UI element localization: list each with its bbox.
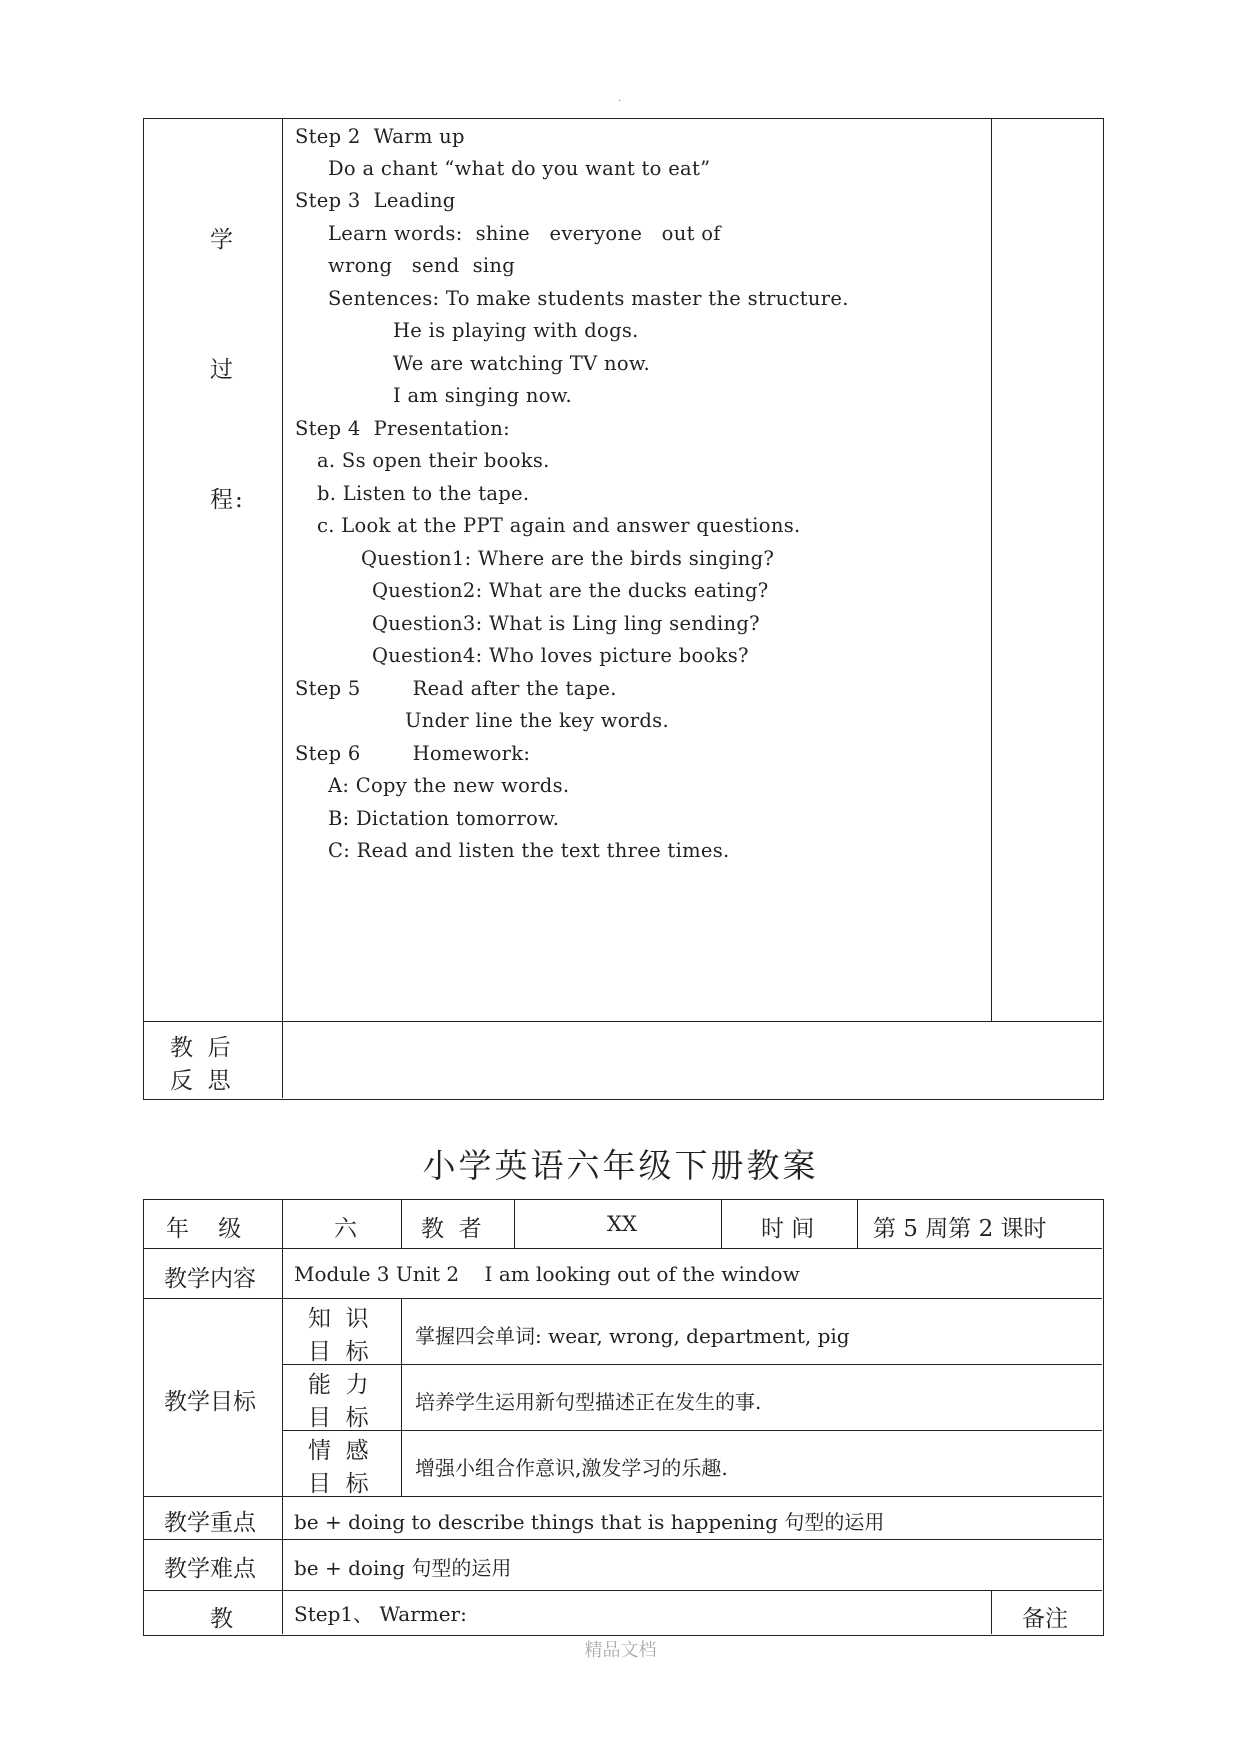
goal3-label-1: 情 感 bbox=[308, 1438, 369, 1464]
grade-value: 六 bbox=[334, 1216, 357, 1242]
divider bbox=[857, 1200, 858, 1248]
step-line: a. Ss open their books. bbox=[317, 449, 550, 472]
process-label: 教 bbox=[210, 1606, 233, 1632]
divider bbox=[144, 1021, 1102, 1022]
process-label-2: 过 bbox=[210, 357, 235, 383]
step-line: Step 6 Homework: bbox=[295, 742, 531, 765]
step-line: C: Read and listen the text three times. bbox=[328, 839, 730, 862]
divider bbox=[401, 1298, 402, 1496]
teacher-value: XX bbox=[607, 1212, 637, 1236]
goal1-value: 掌握四会单词: wear, wrong, department, pig bbox=[415, 1324, 850, 1348]
difficult-label: 教学难点 bbox=[164, 1556, 256, 1582]
footer-watermark: 精品文档 bbox=[584, 1640, 657, 1661]
content-label: 教学内容 bbox=[164, 1266, 256, 1292]
difficult-value: be + doing 句型的运用 bbox=[294, 1556, 512, 1580]
divider bbox=[144, 1539, 1102, 1540]
key-label: 教学重点 bbox=[164, 1510, 256, 1536]
time-value: 第 5 周第 2 课时 bbox=[873, 1216, 1047, 1242]
step-line: Do a chant “what do you want to eat” bbox=[328, 157, 711, 180]
goal2-value: 培养学生运用新句型描述正在发生的事. bbox=[415, 1390, 762, 1414]
step-line: wrong send sing bbox=[328, 254, 516, 277]
step-line: Question3: What is Ling ling sending? bbox=[372, 612, 760, 635]
step-line: Question4: Who loves picture books? bbox=[372, 644, 749, 667]
grade-label: 年 级 bbox=[166, 1216, 242, 1242]
step-line: A: Copy the new words. bbox=[328, 774, 570, 797]
step-line: Question1: Where are the birds singing? bbox=[361, 547, 775, 570]
step-line: b. Listen to the tape. bbox=[317, 482, 530, 505]
divider bbox=[282, 119, 283, 1098]
divider bbox=[514, 1200, 515, 1248]
step-line: We are watching TV now. bbox=[393, 352, 651, 375]
page-title: 小学英语六年级下册教案 bbox=[422, 1146, 819, 1185]
step-line: Step 4 Presentation: bbox=[295, 417, 511, 440]
goals-label: 教学目标 bbox=[164, 1389, 256, 1415]
divider bbox=[282, 1200, 283, 1634]
process-label-1: 学 bbox=[210, 227, 235, 253]
step-line: Learn words: shine everyone out of bbox=[328, 222, 721, 245]
goal2-label-1: 能 力 bbox=[308, 1372, 369, 1398]
notes-label: 备注 bbox=[1022, 1606, 1068, 1632]
goal2-label-2: 目 标 bbox=[308, 1405, 369, 1431]
teacher-label: 教 者 bbox=[421, 1216, 482, 1242]
step-line: He is playing with dogs. bbox=[393, 319, 639, 342]
goal1-label-1: 知 识 bbox=[308, 1306, 369, 1332]
divider bbox=[282, 1430, 1102, 1431]
step-line: Under line the key words. bbox=[405, 709, 669, 732]
reflection-label-2: 反 思 bbox=[170, 1068, 231, 1094]
divider bbox=[991, 119, 992, 1021]
divider bbox=[401, 1200, 402, 1248]
divider bbox=[144, 1496, 1102, 1497]
divider bbox=[144, 1248, 1102, 1249]
lesson-plan-table bbox=[143, 1199, 1104, 1636]
step-line: c. Look at the PPT again and answer questions. bbox=[317, 514, 801, 537]
top-dot: · bbox=[618, 96, 622, 107]
divider bbox=[721, 1200, 722, 1248]
divider bbox=[282, 1364, 1102, 1365]
step-line: Step 3 Leading bbox=[295, 189, 456, 212]
step-line: Step 5 Read after the tape. bbox=[295, 677, 617, 700]
step-line: Sentences: To make students master the structure. bbox=[328, 287, 849, 310]
goal3-label-2: 目 标 bbox=[308, 1471, 369, 1497]
process-table bbox=[143, 118, 1104, 1100]
divider bbox=[991, 1590, 992, 1634]
key-value: be + doing to describe things that is happening 句型的运用 bbox=[294, 1510, 885, 1534]
process-value: Step1、 Warmer: bbox=[294, 1602, 467, 1626]
process-label-3: 程: bbox=[210, 487, 245, 513]
time-label: 时 间 bbox=[761, 1216, 815, 1242]
reflection-label-1: 教 后 bbox=[170, 1035, 231, 1061]
step-line: Step 2 Warm up bbox=[295, 125, 465, 148]
divider bbox=[144, 1298, 1102, 1299]
step-line: B: Dictation tomorrow. bbox=[328, 807, 560, 830]
goal1-label-2: 目 标 bbox=[308, 1339, 369, 1365]
step-line: Question2: What are the ducks eating? bbox=[372, 579, 769, 602]
divider bbox=[144, 1590, 1102, 1591]
goal3-value: 增强小组合作意识,激发学习的乐趣. bbox=[415, 1456, 728, 1480]
step-line: I am singing now. bbox=[393, 384, 572, 407]
content-value: Module 3 Unit 2 I am looking out of the window bbox=[294, 1262, 800, 1286]
